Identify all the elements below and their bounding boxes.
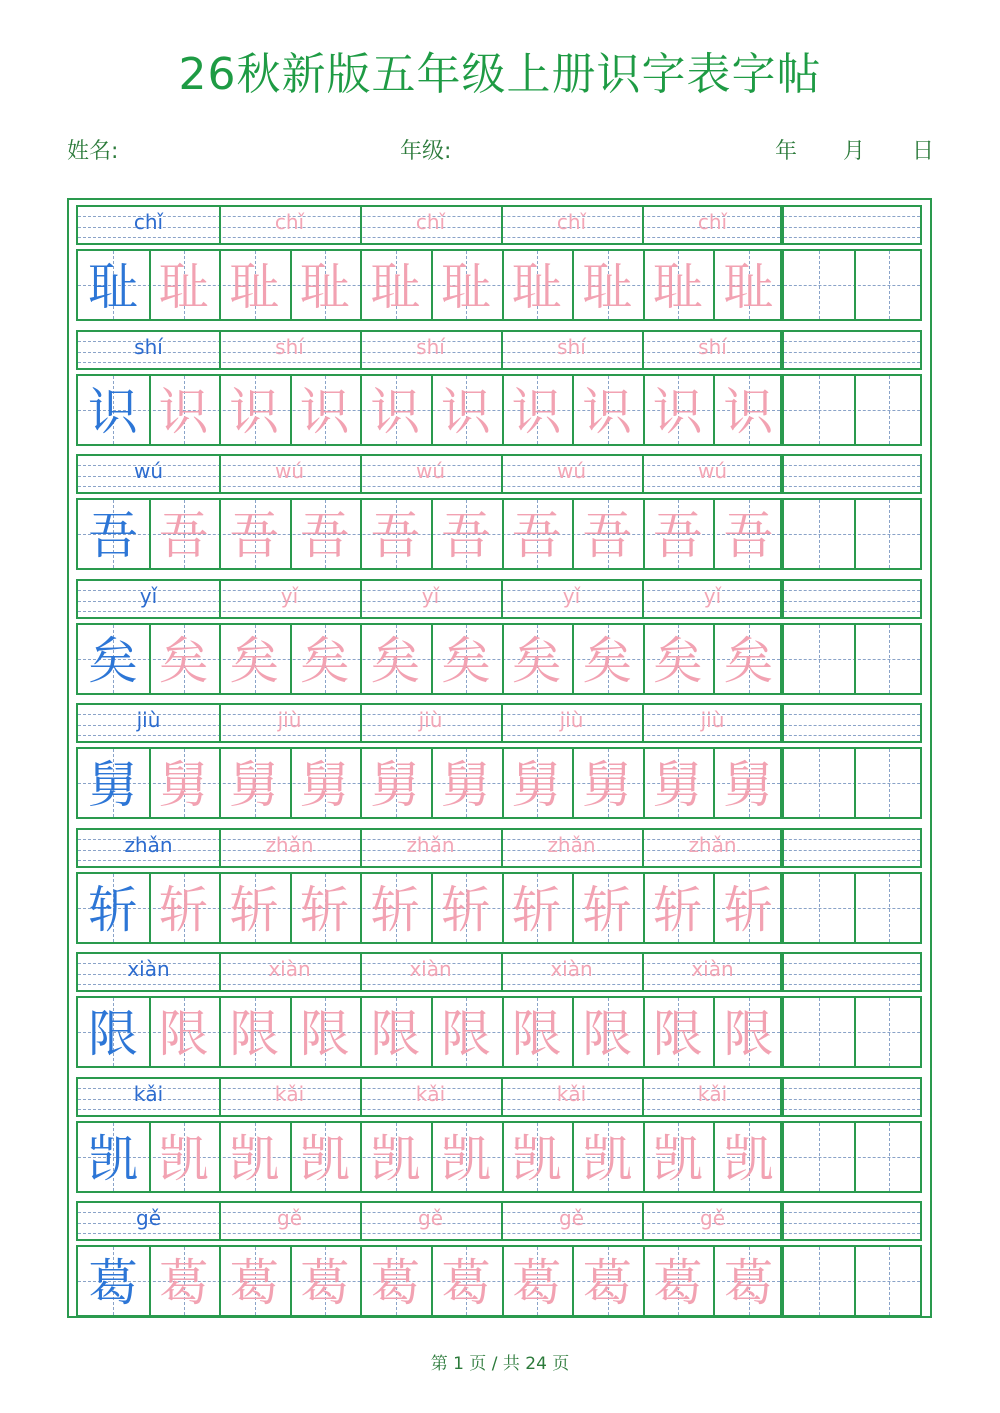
trace-character: 耻: [370, 258, 421, 316]
trace-character: 舅: [441, 756, 491, 814]
trace-character: 限: [441, 1005, 491, 1063]
character-grid: [76, 1121, 782, 1193]
trace-character: 舅: [582, 756, 633, 814]
character-grid: [76, 249, 782, 321]
trace-character: 凯: [370, 1130, 421, 1188]
month-label: 月: [843, 139, 866, 164]
blank-practice-cells: [782, 1077, 922, 1193]
pinyin-trace: shí: [557, 335, 586, 359]
trace-character: 耻: [229, 258, 280, 316]
trace-character: 葛: [370, 1254, 421, 1312]
character-grid: [76, 498, 782, 570]
name-label: 姓名:: [67, 139, 119, 164]
pinyin-trace: jiù: [559, 708, 584, 732]
character-grid: [76, 747, 782, 819]
trace-character: 凯: [652, 1130, 703, 1188]
trace-character: 矣: [229, 632, 280, 690]
trace-character: 矣: [582, 632, 633, 690]
trace-character: 斩: [582, 881, 633, 939]
trace-character: 葛: [582, 1254, 633, 1312]
model-character: 识: [88, 383, 138, 441]
trace-character: 吾: [299, 507, 350, 565]
trace-character: 矣: [158, 632, 209, 690]
trace-character: 耻: [652, 258, 703, 316]
pinyin-trace: yǐ: [421, 584, 440, 608]
pinyin-trace: yǐ: [562, 584, 581, 608]
blank-practice-cells: [782, 205, 922, 321]
grade-label: 年级:: [400, 139, 452, 164]
trace-character: 舅: [511, 756, 562, 814]
pinyin-band: [76, 952, 782, 992]
blank-practice-cells: [782, 1201, 922, 1317]
pinyin-trace: zhǎn: [265, 833, 314, 857]
trace-character: 矣: [652, 632, 703, 690]
practice-row: [76, 703, 782, 819]
trace-character: 吾: [511, 507, 562, 565]
pinyin-band: [76, 1077, 782, 1117]
blank-practice-cells: [782, 703, 922, 819]
page-title: 26秋新版五年级上册识字表字帖: [178, 49, 822, 100]
day-label: 日: [912, 139, 935, 164]
pinyin-trace: kǎi: [415, 1082, 446, 1106]
pinyin-trace: xiàn: [268, 957, 311, 981]
practice-row: [76, 454, 782, 570]
pinyin-trace: kǎi: [556, 1082, 587, 1106]
pinyin-label: wú: [133, 459, 164, 483]
trace-character: 斩: [652, 881, 703, 939]
trace-character: 耻: [511, 258, 562, 316]
trace-character: 葛: [723, 1254, 774, 1312]
trace-character: 识: [441, 383, 491, 441]
model-character: 葛: [88, 1254, 138, 1312]
pinyin-trace: zhǎn: [406, 833, 455, 857]
character-grid: [76, 374, 782, 446]
trace-character: 矣: [299, 632, 350, 690]
pinyin-trace: wú: [274, 459, 305, 483]
pinyin-trace: gě: [277, 1206, 302, 1230]
trace-character: 识: [370, 383, 421, 441]
trace-character: 凯: [723, 1130, 774, 1188]
pinyin-band: [76, 703, 782, 743]
pinyin-trace: gě: [559, 1206, 584, 1230]
pinyin-trace: jiù: [418, 708, 443, 732]
character-grid: [76, 1245, 782, 1317]
model-character: 斩: [88, 881, 138, 939]
trace-character: 凯: [441, 1130, 491, 1188]
trace-character: 耻: [299, 258, 350, 316]
trace-character: 舅: [652, 756, 703, 814]
practice-row: [76, 1201, 782, 1317]
pinyin-label: kǎi: [133, 1082, 164, 1106]
pinyin-label: yǐ: [139, 584, 158, 608]
trace-character: 限: [511, 1005, 562, 1063]
trace-character: 斩: [229, 881, 280, 939]
blank-practice-cells: [782, 454, 922, 570]
trace-character: 斩: [511, 881, 562, 939]
practice-row: [76, 579, 782, 695]
pinyin-trace: chǐ: [415, 210, 446, 234]
trace-character: 舅: [299, 756, 350, 814]
pinyin-trace: jiù: [700, 708, 725, 732]
trace-character: 矣: [441, 632, 491, 690]
pinyin-trace: kǎi: [697, 1082, 728, 1106]
trace-character: 吾: [723, 507, 774, 565]
trace-character: 凯: [229, 1130, 280, 1188]
pinyin-label: shí: [134, 335, 163, 359]
year-label: 年: [775, 139, 798, 164]
trace-character: 斩: [370, 881, 421, 939]
pinyin-trace: shí: [275, 335, 304, 359]
trace-character: 吾: [229, 507, 280, 565]
trace-character: 葛: [652, 1254, 703, 1312]
pinyin-band: [76, 1201, 782, 1241]
character-grid: [76, 872, 782, 944]
pinyin-trace: chǐ: [556, 210, 587, 234]
pinyin-trace: zhǎn: [688, 833, 737, 857]
practice-row: [76, 828, 782, 944]
pinyin-trace: shí: [416, 335, 445, 359]
pinyin-trace: chǐ: [697, 210, 728, 234]
model-character: 吾: [88, 507, 138, 565]
pinyin-trace: wú: [556, 459, 587, 483]
pinyin-trace: shí: [698, 335, 727, 359]
trace-character: 矣: [511, 632, 562, 690]
pinyin-trace: gě: [700, 1206, 725, 1230]
trace-character: 限: [299, 1005, 350, 1063]
trace-character: 舅: [229, 756, 280, 814]
trace-character: 斩: [299, 881, 350, 939]
trace-character: 识: [299, 383, 350, 441]
practice-row: [76, 205, 782, 321]
trace-character: 凯: [582, 1130, 633, 1188]
blank-practice-cells: [782, 579, 922, 695]
trace-character: 识: [229, 383, 280, 441]
pinyin-band: [76, 330, 782, 370]
pinyin-trace: xiàn: [550, 957, 593, 981]
pinyin-trace: wú: [697, 459, 728, 483]
trace-character: 限: [158, 1005, 209, 1063]
model-character: 限: [88, 1005, 138, 1063]
pinyin-band: [76, 454, 782, 494]
model-character: 凯: [88, 1130, 138, 1188]
pinyin-trace: yǐ: [280, 584, 299, 608]
model-character: 矣: [88, 632, 138, 690]
character-grid: [76, 623, 782, 695]
model-character: 舅: [88, 756, 138, 814]
pinyin-trace: gě: [418, 1206, 443, 1230]
pinyin-label: jiù: [136, 708, 161, 732]
trace-character: 舅: [723, 756, 774, 814]
trace-character: 葛: [441, 1254, 491, 1312]
trace-character: 凯: [299, 1130, 350, 1188]
trace-character: 斩: [723, 881, 774, 939]
trace-character: 斩: [441, 881, 491, 939]
trace-character: 限: [370, 1005, 421, 1063]
trace-character: 识: [582, 383, 633, 441]
trace-character: 葛: [299, 1254, 350, 1312]
pinyin-band: [76, 205, 782, 245]
trace-character: 耻: [582, 258, 633, 316]
trace-character: 限: [582, 1005, 633, 1063]
trace-character: 限: [723, 1005, 774, 1063]
pinyin-trace: chǐ: [274, 210, 305, 234]
pinyin-trace: yǐ: [703, 584, 722, 608]
trace-character: 识: [652, 383, 703, 441]
trace-character: 舅: [158, 756, 209, 814]
trace-character: 矣: [723, 632, 774, 690]
practice-row: [76, 1077, 782, 1193]
pinyin-trace: xiàn: [409, 957, 452, 981]
practice-row: [76, 952, 782, 1068]
trace-character: 耻: [158, 258, 209, 316]
pinyin-band: [76, 579, 782, 619]
pinyin-trace: zhǎn: [547, 833, 596, 857]
trace-character: 舅: [370, 756, 421, 814]
trace-character: 凯: [511, 1130, 562, 1188]
trace-character: 吾: [582, 507, 633, 565]
trace-character: 限: [652, 1005, 703, 1063]
blank-practice-cells: [782, 330, 922, 446]
trace-character: 限: [229, 1005, 280, 1063]
pinyin-label: chǐ: [133, 210, 164, 234]
trace-character: 识: [511, 383, 562, 441]
trace-character: 吾: [370, 507, 421, 565]
blank-practice-cells: [782, 952, 922, 1068]
trace-character: 凯: [158, 1130, 209, 1188]
pinyin-trace: kǎi: [274, 1082, 305, 1106]
pinyin-trace: jiù: [277, 708, 302, 732]
practice-row: [76, 330, 782, 446]
character-grid: [76, 996, 782, 1068]
blank-practice-cells: [782, 828, 922, 944]
trace-character: 吾: [441, 507, 491, 565]
trace-character: 葛: [229, 1254, 280, 1312]
pinyin-label: gě: [136, 1206, 161, 1230]
trace-character: 耻: [441, 258, 491, 316]
model-character: 耻: [88, 258, 138, 316]
trace-character: 矣: [370, 632, 421, 690]
pinyin-trace: xiàn: [691, 957, 734, 981]
trace-character: 耻: [723, 258, 774, 316]
trace-character: 识: [723, 383, 774, 441]
trace-character: 吾: [652, 507, 703, 565]
pinyin-label: zhǎn: [124, 833, 173, 857]
trace-character: 葛: [158, 1254, 209, 1312]
page-footer: 第 1 页 / 共 24 页: [430, 1354, 570, 1374]
trace-character: 吾: [158, 507, 209, 565]
trace-character: 斩: [158, 881, 209, 939]
pinyin-band: [76, 828, 782, 868]
pinyin-trace: wú: [415, 459, 446, 483]
trace-character: 葛: [511, 1254, 562, 1312]
trace-character: 识: [158, 383, 209, 441]
pinyin-label: xiàn: [127, 957, 170, 981]
